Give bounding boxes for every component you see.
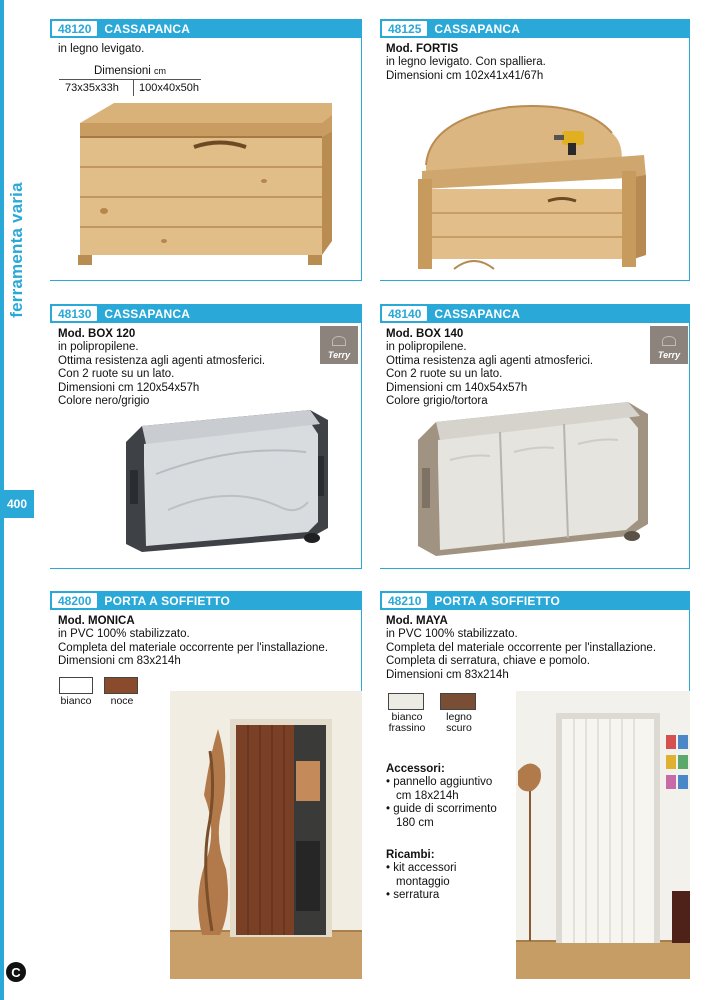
swatch-label: bianco: [60, 695, 92, 707]
product-card-48200: [50, 591, 362, 979]
card-description: [58, 615, 354, 669]
model-name: Mod. MONICA: [58, 615, 135, 627]
card-header: [380, 591, 690, 610]
product-card-48120: [50, 19, 362, 281]
card-header: [50, 19, 362, 38]
section-label: ferramenta varia: [7, 182, 26, 318]
product-title: CASSAPANCA: [434, 21, 521, 36]
desc-line: Completa del materiale occorrente per l'installazione.: [58, 641, 329, 654]
product-photo-folding-door-monica: [170, 691, 362, 979]
product-code: 48200: [52, 593, 97, 608]
color-swatch-bianco: [59, 677, 93, 694]
accessory-item: cm 18x214h: [396, 789, 459, 802]
product-code: 48125: [382, 21, 427, 36]
terry-brand-logo: Terry: [650, 326, 688, 364]
dimension-value: 73x35x33h: [65, 82, 119, 94]
desc-line: Completa del materiale occorrente per l'installazione.: [386, 641, 657, 654]
product-code: 48120: [52, 21, 97, 36]
product-title: CASSAPANCA: [434, 306, 521, 321]
page-number: 400: [0, 490, 34, 518]
desc-line: in legno levigato. Con spalliera.: [386, 56, 546, 69]
desc-line: in polipropilene.: [58, 341, 139, 354]
product-card-48210: [380, 591, 690, 979]
accessory-item: 180 cm: [396, 816, 434, 829]
dimensions-divider: [133, 80, 134, 96]
desc-line: Completa di serratura, chiave e pomolo.: [386, 655, 590, 668]
accessories-title: Accessori:: [386, 763, 445, 775]
desc-line: Con 2 ruote su un lato.: [386, 368, 503, 381]
card-header: [380, 304, 690, 323]
accessory-item: • pannello aggiuntivo: [386, 776, 493, 789]
swatch-label: noce: [110, 695, 134, 707]
card-header: [380, 19, 690, 38]
desc-line: Dimensioni cm 102x41x41/67h: [386, 69, 544, 82]
desc-line: in PVC 100% stabilizzato.: [58, 628, 190, 641]
color-swatch-noce: [104, 677, 138, 694]
product-photo-wooden-chest: [74, 101, 342, 271]
accessories-list: [386, 763, 526, 830]
dimensions-table: [59, 65, 209, 99]
product-code: 48210: [382, 593, 427, 608]
desc-line: Colore grigio/tortora: [386, 395, 488, 408]
product-photo-folding-door-maya: [516, 691, 690, 979]
desc-line: Ottima resistenza agli agenti atmosferici.: [58, 354, 266, 367]
product-code: 48140: [382, 306, 427, 321]
desc-line: in polipropilene.: [386, 341, 467, 354]
product-photo-storage-box-140: [414, 396, 654, 564]
model-name: Mod. BOX 120: [58, 328, 136, 340]
spares-title: Ricambi:: [386, 849, 435, 861]
desc-line: in PVC 100% stabilizzato.: [386, 628, 518, 641]
dimension-value: 100x40x50h: [139, 82, 199, 94]
product-title: PORTA A SOFFIETTO: [104, 593, 230, 608]
accessory-item: • guide di scorrimento: [386, 803, 497, 816]
product-card-48140: [380, 304, 690, 569]
swatch-label: legno scuro: [446, 711, 472, 734]
side-rail: [0, 0, 34, 1000]
desc-line: Colore nero/grigio: [58, 395, 150, 408]
desc-line: Dimensioni cm 140x54x57h: [386, 381, 528, 394]
desc-line: Dimensioni cm 83x214h: [386, 668, 509, 681]
color-swatch-legno-scuro: [440, 693, 476, 710]
spare-item: • kit accessori: [386, 862, 457, 875]
product-card-48130: [50, 304, 362, 569]
card-description: [386, 615, 682, 682]
product-title: CASSAPANCA: [104, 306, 191, 321]
model-name: Mod. FORTIS: [386, 43, 459, 55]
terry-brand-logo: Terry: [320, 326, 358, 364]
brand-mark-icon: [332, 336, 346, 346]
card-header: [50, 304, 362, 323]
desc-line: Con 2 ruote su un lato.: [58, 368, 175, 381]
desc-line: Ottima resistenza agli agenti atmosferici.: [386, 354, 594, 367]
model-name: Mod. MAYA: [386, 615, 448, 627]
desc-line: Dimensioni cm 120x54x57h: [58, 381, 200, 394]
card-description: [58, 328, 354, 408]
spare-item: • serratura: [386, 889, 440, 902]
product-card-48125: [380, 19, 690, 281]
card-description: [386, 43, 682, 83]
desc-line: in legno levigato.: [58, 43, 145, 55]
product-photo-wooden-bench: [414, 85, 654, 275]
spare-item: montaggio: [396, 875, 450, 888]
product-code: 48130: [52, 306, 97, 321]
product-title: CASSAPANCA: [104, 21, 191, 36]
dimensions-header: Dimensioni cm: [59, 65, 201, 80]
product-title: PORTA A SOFFIETTO: [434, 593, 560, 608]
swatch-label: bianco frassino: [388, 711, 426, 734]
brand-logo-icon: C: [6, 962, 26, 982]
brand-mark-icon: [662, 336, 676, 346]
model-name: Mod. BOX 140: [386, 328, 464, 340]
product-photo-storage-box-120: [122, 404, 336, 559]
card-description: [58, 43, 354, 56]
desc-line: Dimensioni cm 83x214h: [58, 655, 181, 668]
spares-list: [386, 849, 526, 903]
color-swatch-bianco-frassino: [388, 693, 424, 710]
card-header: [50, 591, 362, 610]
